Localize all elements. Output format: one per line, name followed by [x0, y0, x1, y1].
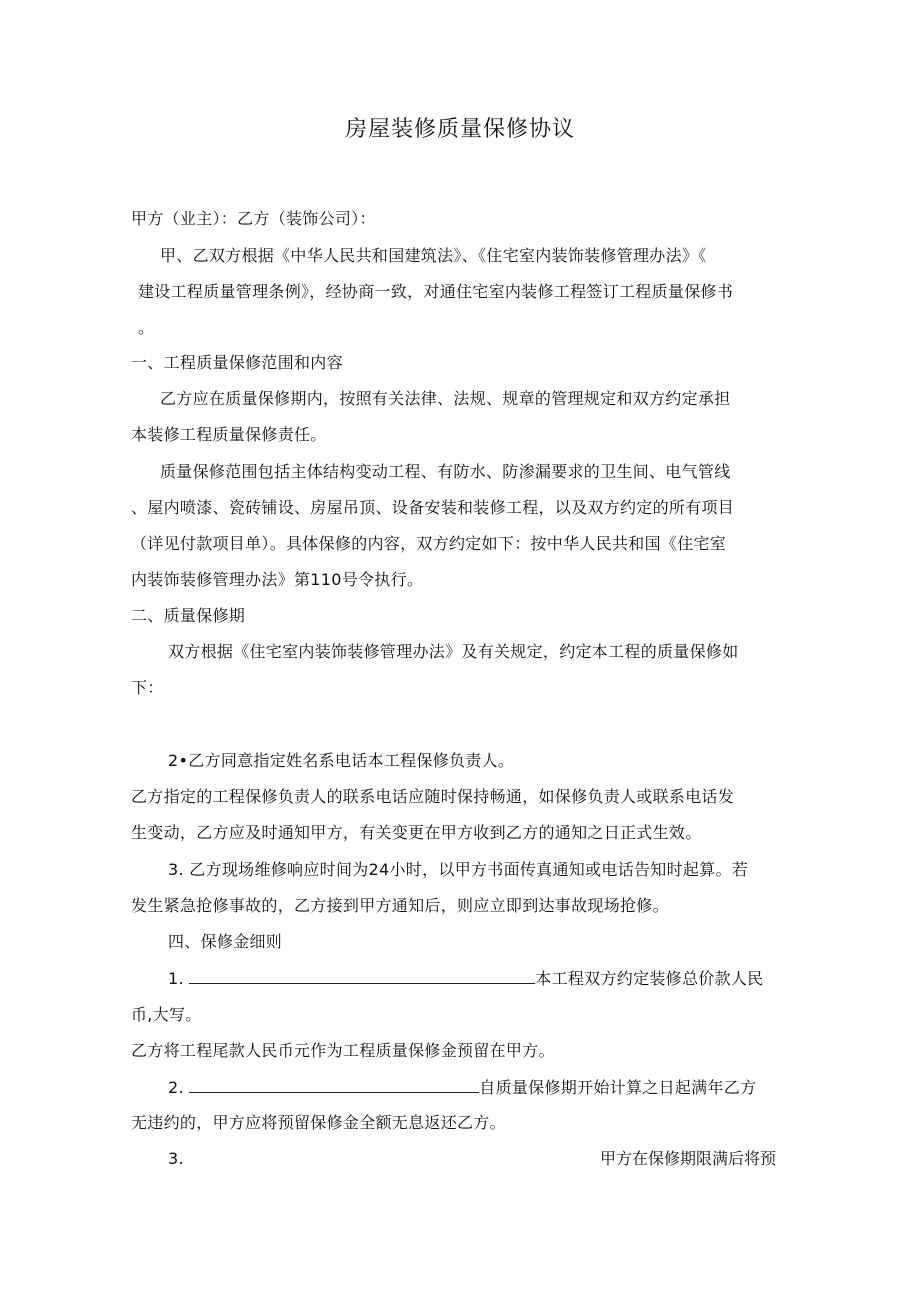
- intro-line-2: 建设工程质量管理条例》，经协商一致，对通住宅室内装修工程签订工程质量保修书: [138, 282, 734, 301]
- section1-para1-line-2: 本装修工程质量保修责任。: [131, 425, 327, 444]
- section2-item3-line-2: 发生紧急抢修事故的，乙方接到甲方通知后，则应立即到达事故现场抢修。: [131, 896, 669, 915]
- section1-para2-line-4: 内装饰装修管理办法》第110号令执行。: [131, 570, 424, 589]
- section2-para2-line-1: 乙方指定的工程保修负责人的联系电话应随时保持畅通，如保修负责人或联系电话发: [131, 787, 735, 806]
- section4-item2-blank: [189, 1076, 479, 1093]
- section2-para1-line-1: 双方根据《住宅室内装饰装修管理办法》及有关规定，约定本工程的质量保修如: [168, 642, 739, 661]
- section4-item1-para: 乙方将工程尾款人民币元作为工程质量保修金预留在甲方。: [131, 1041, 555, 1060]
- section4-item1-number: 1.: [168, 969, 184, 988]
- section2-para1-line-2: 下：: [131, 678, 164, 697]
- section4-item2-tail: 自质量保修期开始计算之日起满年乙方: [479, 1078, 757, 1097]
- section4-item2-line: [168, 1076, 756, 1099]
- section2-item3-line-1: 3. 乙方现场维修响应时间为24小时，以甲方书面传真通知或电话告知时起算。若: [168, 860, 749, 879]
- section4-item2-number: 2.: [168, 1078, 184, 1097]
- section4-item2-cont: 无违约的，甲方应将预留保修金全额无息返还乙方。: [131, 1113, 506, 1132]
- section4-item3-tail: 甲方在保修期限满后将预: [599, 1149, 776, 1168]
- section2-item2: 2•乙方同意指定姓名系电话本工程保修负责人。: [168, 751, 515, 770]
- section4-item1-tail: 本工程双方约定装修总价款人民: [535, 969, 764, 988]
- parties-line: 甲方（业主）：乙方（装饰公司）：: [131, 209, 376, 228]
- section4-heading: 四、保修金细则: [168, 932, 283, 951]
- section1-para2-line-2: 、屋内喷漆、瓷砖铺设、房屋吊顶、设备安装和装修工程，以及双方约定的所有项目: [131, 498, 735, 517]
- intro-line-1: 甲、乙双方根据《中华人民共和国建筑法》、《住宅室内装饰装修管理办法》《: [160, 246, 707, 265]
- section4-item1-cont: 币,大写。: [131, 1005, 202, 1024]
- section1-heading: 一、工程质量保修范围和内容: [131, 353, 343, 372]
- section2-para2-line-2: 生变动，乙方应及时通知甲方，有关变更在甲方收到乙方的通知之日正式生效。: [131, 823, 702, 842]
- document-title: 房屋装修质量保修协议: [344, 117, 575, 142]
- section1-para1-line-1: 乙方应在质量保修期内，按照有关法律、法规、规章的管理规定和双方约定承担: [160, 389, 731, 408]
- section4-item1-line: [168, 967, 763, 990]
- section4-item3-number: 3.: [168, 1149, 184, 1168]
- section4-item1-blank: [189, 967, 535, 984]
- section2-heading: 二、质量保修期: [131, 606, 246, 625]
- intro-line-3: 。: [138, 318, 155, 337]
- section1-para2-line-3: （详见付款项目单）。具体保修的内容，双方约定如下：按中华人民共和国《住宅室: [131, 534, 727, 553]
- section1-para2-line-1: 质量保修范围包括主体结构变动工程、有防水、防渗漏要求的卫生间、电气管线: [160, 462, 731, 481]
